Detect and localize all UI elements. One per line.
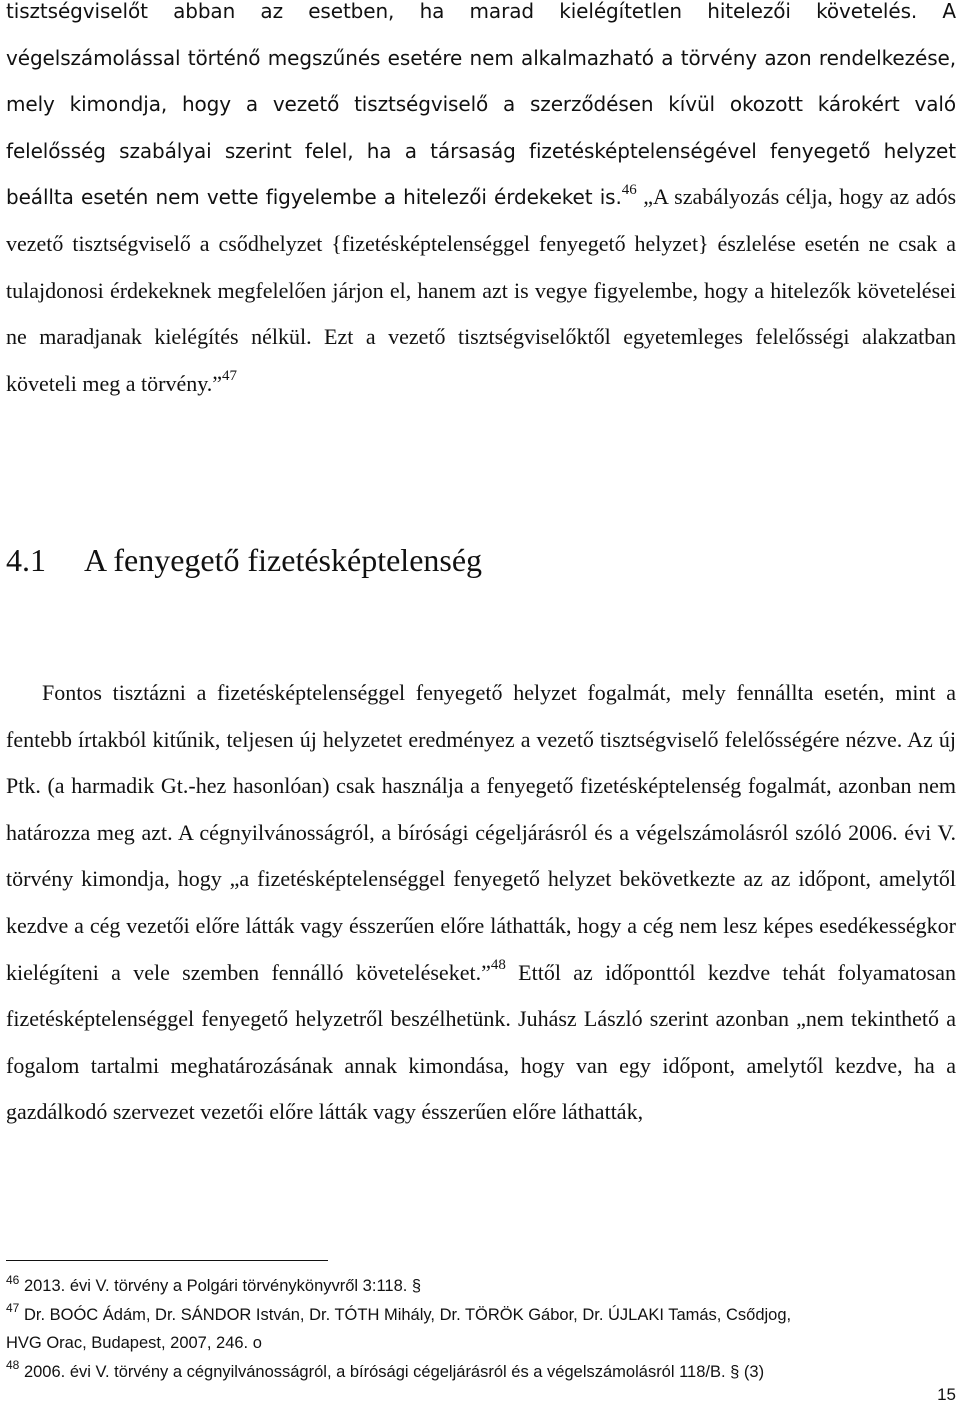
footnote-46 bbox=[6, 1272, 956, 1301]
footnote-ref-46[interactable]: 46 bbox=[621, 182, 637, 199]
quotation-text-end: követelései ne maradjanak kielégítés nélkül. Ezt a vezető tisztségviselőktől egyetemleges felelősségi alakzatban követeli meg a törvény.” bbox=[6, 277, 957, 396]
footnote-ref-47[interactable]: 47 bbox=[222, 368, 238, 385]
paragraph-text: Fontos tisztázni a fizetésképtelenséggel fenyegető helyzet fogalmát, mely fennállta esetén, mint a fentebb írtakból kitűnik, teljesen új helyzetet eredményez a vezető tisztségviselő felelősségére nézve. Az új Ptk. (a harmadik Gt.-hez hasonlóan) csak használja a fenyegető fizetésképtelenség fogalmát, azonban nem határozza meg azt. A cégnyilvánosságról, a bírósági cégeljárásról és a végelszámolásról szóló 2006. évi V. törvény kimondja, hogy „a fizetésképtelenséggel fenyegető helyzet bekövetkezte az az időpont, amelytől kezdve a cég vezetői előre látták vagy ésszerűen előre láthatták, hogy a cég nem lesz képes esedékességkor kielégíteni a vele szemben fennálló követeléseket.” bbox=[6, 680, 956, 985]
section-title: A fenyegető fizetésképtelenség bbox=[84, 542, 483, 578]
quotation-text: „A szabályozás célja, hogy az adós vezető tisztségviselő a csődhelyzet {fizetésképtelenséggel fenyegető helyzet} észlelése esetén ne csak a tulajdonosi érdekeknek megfelelően járjon el, hanem azt is vegye figyelembe, hogy a hitelezők bbox=[6, 184, 957, 303]
footnote-number: 46 bbox=[6, 1272, 20, 1287]
paragraph-text-continued: Ettől az időponttól kezdve tehát folyamatosan fizetésképtelenséggel fenyegető helyzetről beszélhetünk. Juhász László szerint azonban „nem tekinthető a fogalom tartalmi meghatározásának annak kimondása, hogy van egy időpont, amelytől kezdve, ha a gazdálkodó szervezet vezetői előre látták vagy ésszerűen előre láthatták, bbox=[6, 959, 957, 1125]
footnotes bbox=[6, 1272, 956, 1386]
footnote-ref-48[interactable]: 48 bbox=[490, 957, 506, 974]
footnote-separator bbox=[6, 1260, 328, 1261]
footnote-number: 47 bbox=[6, 1301, 20, 1315]
section-heading bbox=[6, 538, 482, 582]
footnote-48 bbox=[6, 1358, 956, 1387]
footnote-text: 2013. évi V. törvény a Polgári törvénykönyvről 3:118. § bbox=[19, 1277, 422, 1295]
body-paragraph-2 bbox=[6, 670, 956, 1136]
footnote-text: Dr. BOÓC Ádám, Dr. SÁNDOR István, Dr. TÓTH Mihály, Dr. TÖRÖK Gábor, Dr. ÚJLAKI Tamás, Csődjog, bbox=[19, 1305, 792, 1324]
paragraph-text: tisztségviselőt abban az esetben, ha marad kielégítetlen hitelezői követelés. A végelszámolással történő megszűnés esetére nem alkalmazható a törvény azon rendelkezése, mely kimondja, hogy a vezető tisztségviselő a szerződésen kívül okozott károkért való felelősség szabályai szerint felel, ha a társaság fizetésképtelenségével fenyegető helyzet beállta esetén nem vette figyelembe a hitelezői érdekeket is. bbox=[6, 0, 956, 210]
footnote-47 bbox=[6, 1301, 956, 1358]
section-number: 4.1 bbox=[6, 542, 46, 578]
footnote-text: 2006. évi V. törvény a cégnyilvánosságról, a bírósági cégeljárásról és a végelszámolásról 118/B. § (3) bbox=[19, 1362, 765, 1381]
document-page bbox=[6, 0, 956, 1408]
footnote-text-continued: HVG Orac, Budapest, 2007, 246. o bbox=[6, 1334, 262, 1352]
footnote-number: 48 bbox=[6, 1358, 20, 1372]
body-paragraph-1 bbox=[6, 0, 956, 407]
page-number: 15 bbox=[937, 1385, 956, 1404]
